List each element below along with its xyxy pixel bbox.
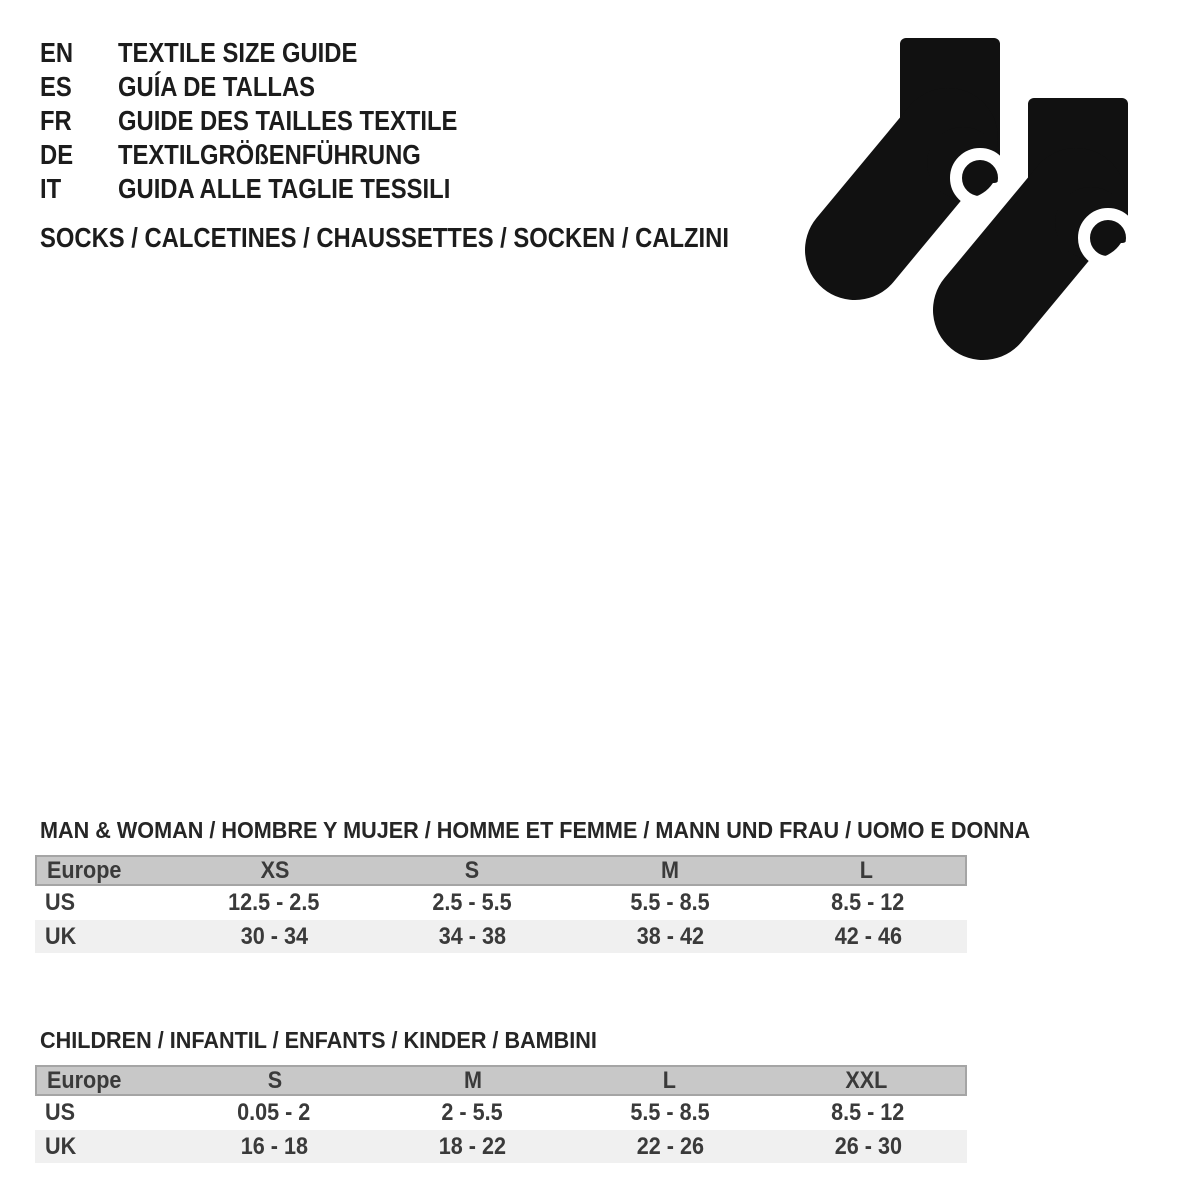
children-table-header-row <box>35 1065 967 1096</box>
column-header-size: XS <box>261 856 290 884</box>
language-title: GUIDA ALLE TAGLIE TESSILI <box>118 173 451 204</box>
column-header-size: M <box>660 856 679 884</box>
table-row-uk <box>35 1130 967 1163</box>
adults-table-title: MAN & WOMAN / HOMBRE Y MUJER / HOMME ET FEMME / MANN UND FRAU / UOMO E DONNA <box>40 817 1031 843</box>
column-header-region: Europe <box>47 856 122 884</box>
sock-right <box>983 98 1132 310</box>
socks-icon <box>800 28 1145 363</box>
language-code: IT <box>40 173 62 204</box>
language-row-de <box>40 138 517 172</box>
language-list <box>40 36 517 206</box>
row-label: UK <box>45 1132 77 1160</box>
column-header-region: Europe <box>47 1066 122 1094</box>
size-range-cell: 2 - 5.5 <box>441 1099 503 1126</box>
table-row-uk <box>35 920 967 953</box>
sock-left <box>855 38 1004 250</box>
language-row-it <box>40 172 517 206</box>
language-row-en <box>40 36 517 70</box>
language-title: TEXTILGRÖßENFÜHRUNG <box>118 139 421 170</box>
size-range-cell: 26 - 30 <box>834 1132 902 1160</box>
row-label: US <box>45 1099 76 1126</box>
size-range-cell: 38 - 42 <box>636 922 704 950</box>
adults-size-table <box>35 855 967 953</box>
size-range-cell: 16 - 18 <box>240 1132 308 1160</box>
size-range-cell: 5.5 - 8.5 <box>630 1099 710 1126</box>
language-code: EN <box>40 37 74 68</box>
language-code: ES <box>40 71 72 102</box>
row-label: UK <box>45 922 77 950</box>
size-range-cell: 22 - 26 <box>636 1132 704 1160</box>
size-range-cell: 30 - 34 <box>240 922 308 950</box>
size-range-cell: 12.5 - 2.5 <box>228 889 320 916</box>
column-header-size: L <box>859 856 874 884</box>
size-range-cell: 5.5 - 8.5 <box>630 889 710 916</box>
table-row-us <box>35 886 967 920</box>
size-range-cell: 8.5 - 12 <box>831 889 905 916</box>
language-title: GUÍA DE TALLAS <box>118 71 316 102</box>
size-range-cell: 34 - 38 <box>438 922 506 950</box>
adults-table-header-row <box>35 855 967 886</box>
children-table-title: CHILDREN / INFANTIL / ENFANTS / KINDER / BAMBINI <box>40 1027 597 1053</box>
language-code: FR <box>40 105 72 136</box>
size-range-cell: 8.5 - 12 <box>831 1099 905 1126</box>
row-label: US <box>45 889 76 916</box>
language-row-es <box>40 70 517 104</box>
column-header-size: S <box>465 856 480 884</box>
size-range-cell: 2.5 - 5.5 <box>432 889 512 916</box>
size-range-cell: 42 - 46 <box>834 922 902 950</box>
children-size-table <box>35 1065 967 1163</box>
language-row-fr <box>40 104 517 138</box>
column-header-size: M <box>463 1066 482 1094</box>
column-header-size: XXL <box>845 1066 888 1094</box>
product-category-line: SOCKS / CALCETINES / CHAUSSETTES / SOCKEN / CALZINI <box>40 222 729 253</box>
language-title: GUIDE DES TAILLES TEXTILE <box>118 105 458 136</box>
language-title: TEXTILE SIZE GUIDE <box>118 37 358 68</box>
column-header-size: L <box>662 1066 677 1094</box>
column-header-size: S <box>268 1066 283 1094</box>
language-code: DE <box>40 139 74 170</box>
size-range-cell: 0.05 - 2 <box>237 1099 311 1126</box>
size-range-cell: 18 - 22 <box>438 1132 506 1160</box>
table-row-us <box>35 1096 967 1130</box>
